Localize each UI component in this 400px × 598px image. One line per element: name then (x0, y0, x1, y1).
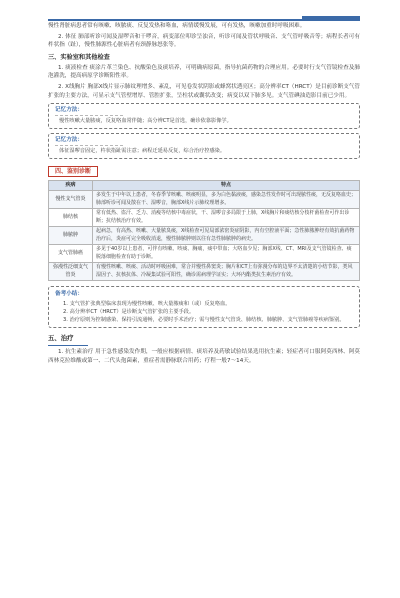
section-3-title: 三、实验室和其他检查 (48, 53, 110, 61)
memory-box-2-head: 记忆方法： (55, 136, 123, 146)
table-cell-disease: 肺脓肿 (49, 227, 93, 245)
memory-box-1 (48, 103, 360, 129)
intro-paragraph: 慢性肾脏病患者常有咳嗽、咳脓痰、反复发热和咯血，病情缓慢发展，可有发热，咳嗽加重时呼吸困难。 (48, 23, 306, 29)
table-cell-feature: 常有低热、盗汗、乏力、消瘦等结核中毒症状，干、湿啰音多局限于上肺，X线胸片和痰结核分枝杆菌检查可作出诊断；抗结核治疗有效。 (93, 209, 360, 227)
table-header-disease: 疾病 (49, 180, 93, 191)
table-cell-feature: 多发生于中年以上患者，冬春季节咳嗽、咳痰明显，多为白色黏液痰，感染急性发作时可出现脓性痰，无反复咯血史；肺部听诊可闻及散在干、湿啰音，胸部X线片示肺纹理增多。 (93, 191, 360, 209)
summary-box (48, 286, 360, 328)
table-cell-disease: 弥漫性泛细支气管炎 (49, 263, 93, 281)
table-cell-disease: 肺结核 (49, 209, 93, 227)
table-cell-feature: 多见于40岁以上患者，可伴有咳嗽、咳痰、胸痛，痰中带血；大咯血少见；胸部X线、CT、MRI及支气管镜检查、痰脱落细胞检查有助于诊断。 (93, 245, 360, 263)
table-cell-disease: 支气管肺癌 (49, 245, 93, 263)
table-header-feature: 特点 (93, 180, 360, 191)
summary-item: 2. 高分辨率CT（HRCT）是诊断支气管扩张的主要手段。 (63, 309, 195, 316)
header-rule (48, 19, 360, 21)
table-row (49, 245, 360, 263)
differential-diagnosis-table (48, 180, 360, 282)
memory-box-1-head: 记忆方法： (55, 106, 123, 116)
memory-box-1-body: 慢性咳嗽大量脓痰，反复咯血常伴随；高分辨CT是首选，确诊依靠影像学。 (59, 117, 232, 124)
treatment-paragraph: 1. 抗生素治疗 用于急性感染发作期，一般应根据病情、痰培养及药敏试验结果选用抗生素；轻症者可口服阿莫西林、阿莫西林克拉维酸或第一、二代头孢菌素，重症者需静脉联合用药；疗程一般7～14天。 (48, 349, 360, 364)
summary-item: 3. 治疗原则为控制感染、保持引流通畅，必要时手术治疗；需与慢性支气管炎、肺结核、肺脓肿、支气管肺癌等疾病鉴别。 (63, 317, 345, 324)
summary-item: 1. 支气管扩张典型临床表现为慢性咳嗽、咳大量脓痰和（或）反复咯血。 (63, 301, 231, 308)
table-cell-feature: 有慢性咳嗽、咳痰、活动时呼吸困难，常合并慢性鼻窦炎；胸片和CT上有弥漫分布的边界不太清楚的小结节影，类风湿因子、抗核抗体、冷凝集试验可阳性，确诊需病理学证实；大环内酯类抗生素治疗有效。 (93, 263, 360, 281)
table-cell-feature: 起病急，有高热、咳嗽、大量脓臭痰，X线检查可见局部浓密炎症阴影，内有空腔液平面；急性肺脓肿经有效抗菌药物治疗后，炎症可完全吸收消退，慢性肺脓肿则以往有急性肺脓肿的病史。 (93, 227, 360, 245)
table-row (49, 227, 360, 245)
item-2-paragraph: 2. 体征 肺部听诊可闻及湿啰音和干啰音，病变部位叩诊呈浊音，听诊可闻及管状呼吸音、支气管呼吸音等；病程长者可有杵状指（趾），慢性肺源性心脏病者有颈静脉怒张等。 (48, 33, 360, 49)
table-row (49, 263, 360, 281)
item-3-2-paragraph: 2. X线胸片 胸部X线片显示肺纹理增多、紊乱，可见卷发状阴影或蜂窝状透亮区；高分辨率CT（HRCT）是目前诊断支气管扩张的主要方法，可显示支气管壁增厚、管腔扩张，呈柱状或囊状改变；病变以双下肺多见。支气管碘油造影目前已少用。 (48, 83, 360, 99)
section-4-title: 四、鉴别诊断 (48, 166, 98, 177)
table-cell-disease: 慢性支气管炎 (49, 191, 93, 209)
section-5-title: 五、治疗 (48, 334, 74, 343)
table-row (49, 191, 360, 209)
table-header-row (49, 180, 360, 191)
memory-box-2-body: 体征湿啰音固定，杵状指趾需注意；病程迁延易反复，综合治疗控感染。 (59, 147, 226, 154)
item-3-1-paragraph: 1. 痰液检查 痰涂片革兰染色、抗酸染色及痰培养，可明确病原菌，指导抗菌药物的合理应用。必要时行支气管镜检查及肺泡灌洗，提高病原学诊断阳性率。 (48, 64, 360, 80)
summary-head: 备考小结： (55, 291, 83, 298)
table-row (49, 209, 360, 227)
section-5-rule (48, 345, 88, 346)
memory-box-2 (48, 133, 360, 159)
